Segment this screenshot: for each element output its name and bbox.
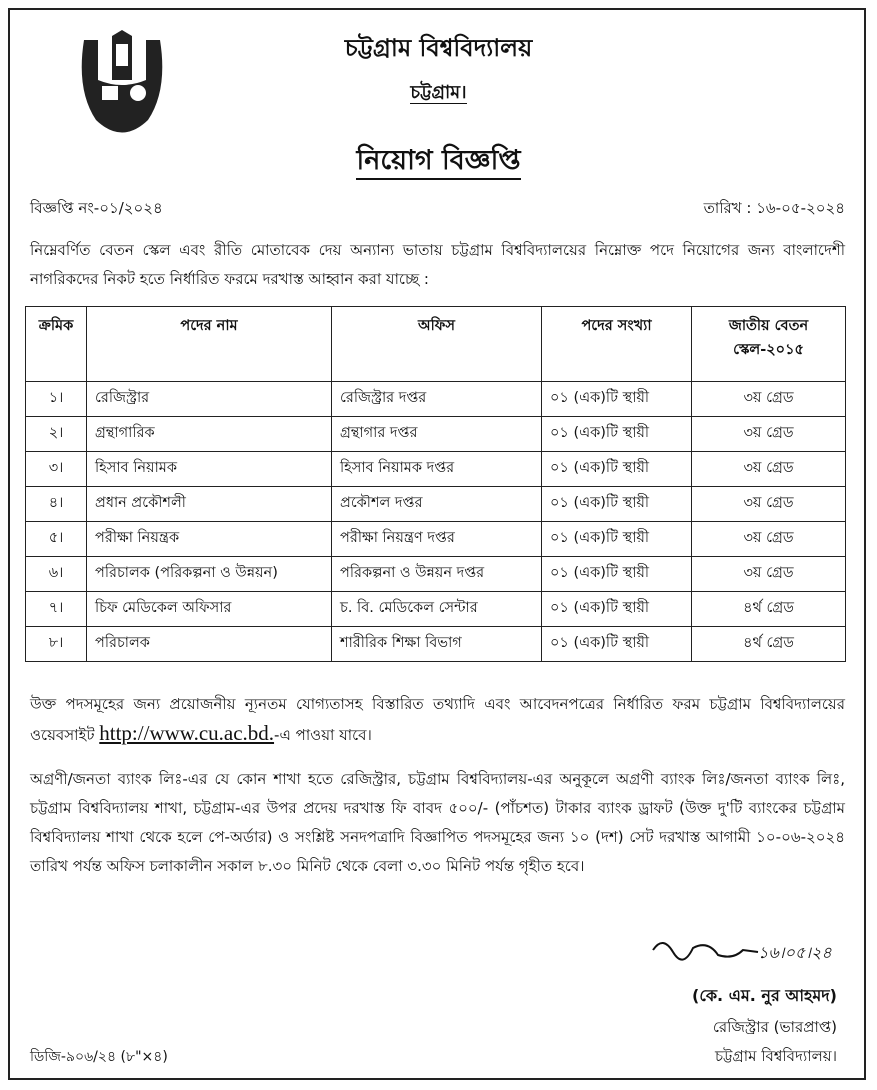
cell-post: রেজিস্ট্রার [87, 382, 332, 417]
cell-office: রেজিস্ট্রার দপ্তর [332, 382, 542, 417]
table-header-row [26, 307, 846, 382]
cell-office: প্রকৌশল দপ্তর [332, 487, 542, 522]
cell-post: পরীক্ষা নিয়ন্ত্রক [87, 522, 332, 557]
header-count: পদের সংখ্যা [542, 307, 692, 382]
cell-count: ০১ (এক)টি স্থায়ী [542, 382, 692, 417]
cell-count: ০১ (এক)টি স্থায়ী [542, 557, 692, 592]
cell-serial: ৩। [26, 452, 87, 487]
positions-table [25, 306, 846, 662]
handwritten-signature [648, 930, 848, 970]
footer-code: ডিজি-৯০৬/২৪ (৮"×৪) [30, 1049, 168, 1065]
cell-office: গ্রন্থাগার দপ্তর [332, 417, 542, 452]
cell-post: পরিচালক (পরিকল্পনা ও উন্নয়ন) [87, 557, 332, 592]
signatory-institution: চট্টগ্রাম বিশ্ববিদ্যালয়। [714, 1047, 837, 1065]
cell-office: পরীক্ষা নিয়ন্ত্রণ দপ্তর [332, 522, 542, 557]
cell-count: ০১ (এক)টি স্থায়ী [542, 452, 692, 487]
signatory-designation: রেজিস্ট্রার (ভারপ্রাপ্ত) [712, 1018, 837, 1036]
table-row [26, 627, 846, 662]
cell-scale: ৪র্থ গ্রেড [692, 627, 846, 662]
cell-count: ০১ (এক)টি স্থায়ী [542, 487, 692, 522]
table-row [26, 592, 846, 627]
cell-count: ০১ (এক)টি স্থায়ী [542, 522, 692, 557]
cell-post: প্রধান প্রকৌশলী [87, 487, 332, 522]
signatory-name: (কে. এম. নুর আহমদ) [692, 986, 837, 1005]
cell-count: ০১ (এক)টি স্থায়ী [542, 417, 692, 452]
cell-scale: ৪র্থ গ্রেড [692, 592, 846, 627]
cell-post: চিফ মেডিকেল অফিসার [87, 592, 332, 627]
cell-office: পরিকল্পনা ও উন্নয়ন দপ্তর [332, 557, 542, 592]
table-row [26, 452, 846, 487]
cell-scale: ৩য় গ্রেড [692, 417, 846, 452]
header-scale: জাতীয় বেতন স্কেল-২০১৫ [692, 307, 846, 382]
header-serial: ক্রমিক [26, 307, 87, 382]
header-office: অফিস [332, 307, 542, 382]
table-row [26, 417, 846, 452]
header-post: পদের নাম [87, 307, 332, 382]
cell-post: হিসাব নিয়ামক [87, 452, 332, 487]
cell-post: পরিচালক [87, 627, 332, 662]
cell-scale: ৩য় গ্রেড [692, 557, 846, 592]
table-row [26, 487, 846, 522]
notice-title: নিয়োগ বিজ্ঞপ্তি [0, 140, 877, 185]
cell-serial: ৬। [26, 557, 87, 592]
cell-serial: ১। [26, 382, 87, 417]
university-name: চট্টগ্রাম বিশ্ববিদ্যালয় [344, 34, 533, 62]
table-row [26, 522, 846, 557]
cell-count: ০১ (এক)টি স্থায়ী [542, 627, 692, 662]
cell-office: হিসাব নিয়ামক দপ্তর [332, 452, 542, 487]
city-name: চট্টগ্রাম। [410, 82, 467, 103]
cell-serial: ৮। [26, 627, 87, 662]
cell-serial: ৫। [26, 522, 87, 557]
cell-office: চ. বি. মেডিকেল সেন্টার [332, 592, 542, 627]
cell-scale: ৩য় গ্রেড [692, 522, 846, 557]
table-row [26, 382, 846, 417]
cell-office: শারীরিক শিক্ষা বিভাগ [332, 627, 542, 662]
cell-scale: ৩য় গ্রেড [692, 382, 846, 417]
cell-count: ০১ (এক)টি স্থায়ী [542, 592, 692, 627]
cell-post: গ্রন্থাগারিক [87, 417, 332, 452]
cell-scale: ৩য় গ্রেড [692, 452, 846, 487]
notice-date: তারিখ : ১৬-০৫-২০২৪ [703, 199, 845, 217]
notice-reference: বিজ্ঞপ্তি নং-০১/২০২৪ [30, 199, 163, 217]
info-paragraph: উক্ত পদসমূহের জন্য প্রয়োজনীয় ন্যূনতম যোগ্যতাসহ বিস্তারিত তথ্যাদি এবং আবেদনপত্রের নির্ধারিত ফরম চট্টগ্রাম বিশ্ববিদ্যালয়ের ওয়েবসাইট http://www.cu.ac.bd.-এ পাওয়া যাবে। [30, 695, 845, 745]
cell-serial: ৪। [26, 487, 87, 522]
signature-date: ১৬।০৫।২৪ [758, 943, 832, 962]
intro-paragraph: নিম্নেবর্ণিত বেতন স্কেল এবং রীতি মোতাবেক দেয় অন্যান্য ভাতায় চট্টগ্রাম বিশ্ববিদ্যালয়ের নিম্নোক্ত পদে নিয়োগের জন্য বাংলাদেশী নাগরিকদের নিকট হতে নির্ধারিত ফরমে দরখাস্ত আহ্বান করা যাচ্ছে : [30, 241, 845, 288]
cell-serial: ৭। [26, 592, 87, 627]
cell-scale: ৩য় গ্রেড [692, 487, 846, 522]
website-link[interactable]: http://www.cu.ac.bd. [99, 721, 275, 745]
instructions-paragraph: অগ্রণী/জনতা ব্যাংক লিঃ-এর যে কোন শাখা হতে রেজিস্ট্রার, চট্টগ্রাম বিশ্ববিদ্যালয়-এর অনুকূলে অগ্রণী ব্যাংক লিঃ/জনতা ব্যাংক লিঃ, চট্টগ্রাম বিশ্ববিদ্যালয় শাখা, চট্টগ্রাম-এর উপর প্রদেয় দরখাস্ত ফি বাবদ ৫০০/- (পাঁচশত) টাকার ব্যাংক ড্রাফট (উক্ত দু'টি ব্যাংকের চট্টগ্রাম বিশ্ববিদ্যালয় শাখা থেকে হলে পে-অর্ডার) ও সংশ্লিষ্ট সনদপত্রাদি বিজ্ঞাপিত পদসমূহের জন্য ১০ (দশ) সেট দরখাস্ত আগামী ১০-০৬-২০২৪ তারিখ পর্যন্ত অফিস চলাকালীন সকাল ৮.৩০ মিনিট থেকে বেলা ৩.৩০ মিনিট পর্যন্ত গৃহীত হবে। [30, 770, 845, 875]
table-row [26, 557, 846, 592]
cell-serial: ২। [26, 417, 87, 452]
